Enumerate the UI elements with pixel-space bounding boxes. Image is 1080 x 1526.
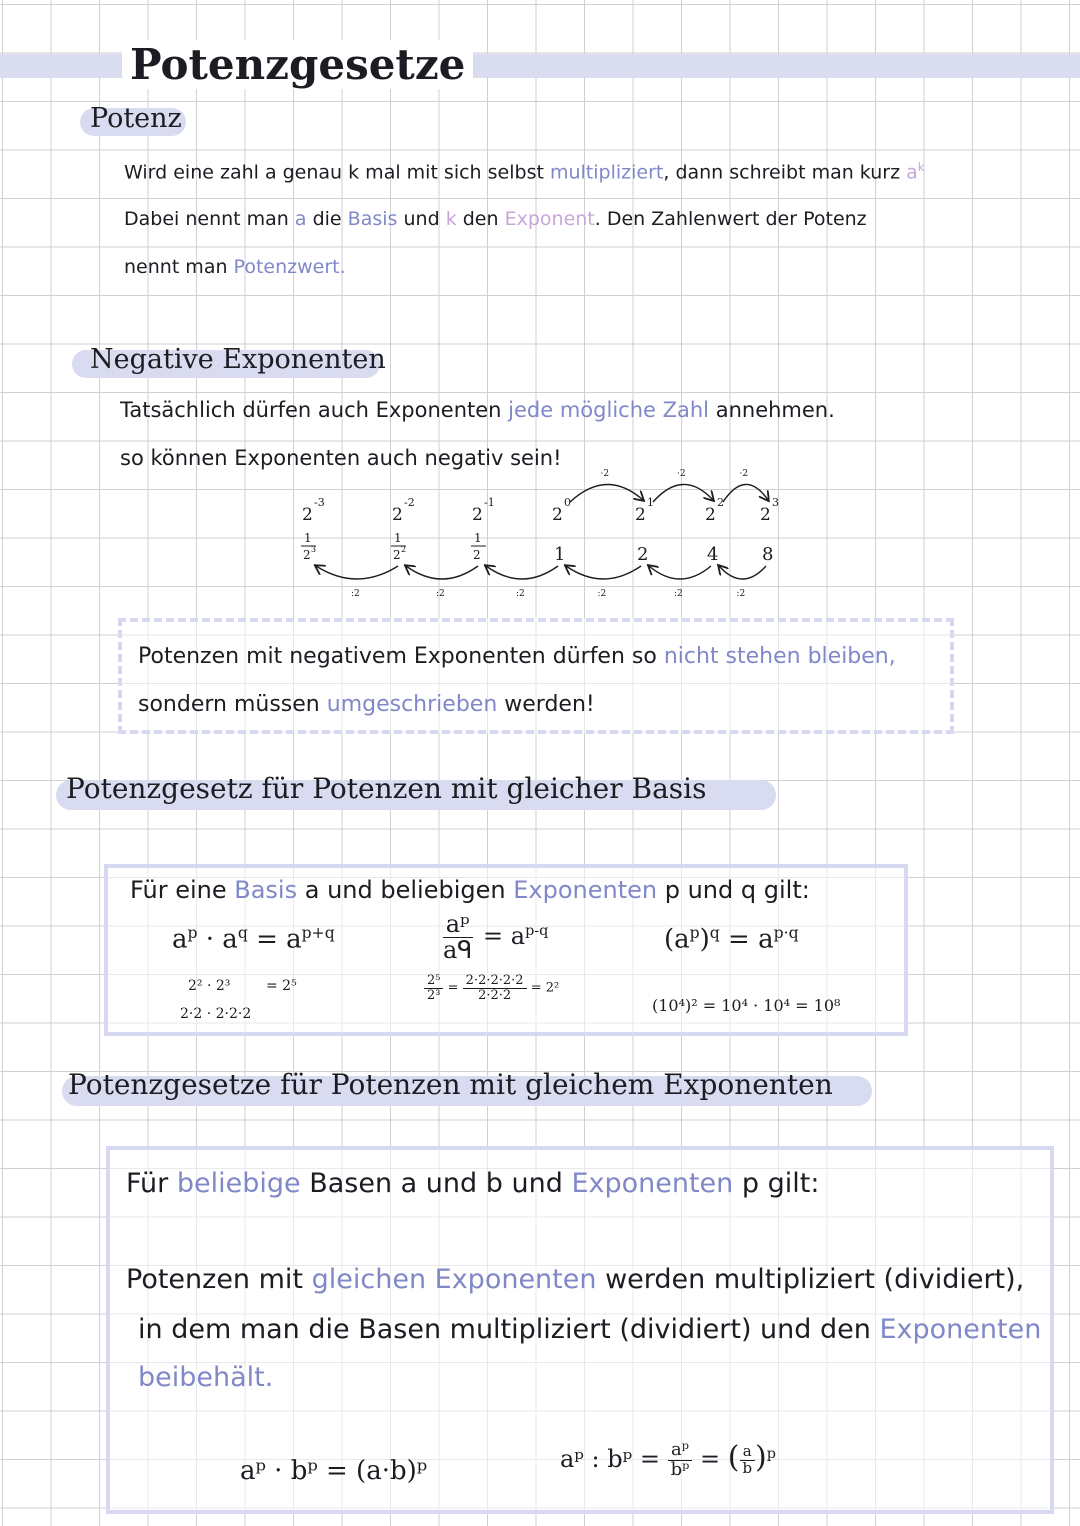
potenz-line-2-a: Dabei nennt man [124,208,289,230]
basis-intro-a: Für eine [130,876,227,904]
potenz-line-1-d: a [906,161,918,184]
exponent-heading: Potenzgesetze für Potenzen mit gleichem Exponenten [68,1068,833,1101]
power-value-den: 2 [303,548,311,562]
power-value-den: 2 [473,548,481,562]
divide-arc [649,566,711,579]
power-value: 8 [762,544,774,565]
exponent-intro-b: beliebige [176,1168,301,1199]
law-quotient [440,912,548,963]
diagram-values [301,531,773,565]
law-power-example: (10⁴)² = 10⁴ · 10⁴ = 10⁸ [652,996,841,1015]
potenz-line-1-c: , dann schreibt man kurz [663,161,901,184]
law-quotient-ex-eq1: = [447,980,459,996]
potenz-line-1-b: multipliziert [549,161,664,184]
law-product-b: a [222,924,238,955]
negative-line-2: so können Exponenten auch negativ sein! [120,446,562,470]
power-label-exp: -1 [484,496,495,509]
potenz-line-2-d: Basis [347,208,398,230]
power-label-base: 2 [302,505,313,525]
power-label-base: 2 [760,505,771,525]
formula-quotient-frac [668,1441,693,1480]
potenz-line-2-h: Exponent [504,208,595,230]
potenz-line-1 [124,160,924,183]
law-quotient-ex-den: 2³ [427,987,441,1003]
diagram-top-labels [302,496,779,525]
negative-note-d: umgeschrieben [326,692,498,717]
power-label-base: 2 [552,505,563,525]
law-quotient-res: a [510,922,526,951]
potenz-line-2-c: die [312,208,342,230]
exponent-rule-d: in dem man die Basen multipliziert (dividiert) und den [138,1314,871,1345]
law-quotient-example [424,974,559,1002]
law-power-eq: = [728,924,750,955]
divide-label: :2 [736,589,746,599]
exponent-intro-e: p gilt: [741,1168,820,1199]
law-product-c: a [286,924,302,955]
negative-note-a: Potenzen mit negativem Exponenten dürfen so [138,644,657,669]
law-quotient-eq: = [483,922,504,951]
power-value-den-exp: 3 [311,545,317,554]
law-power-res: a [758,924,774,955]
law-power-exp: p·q [773,924,799,942]
exponent-rule-line-3: beibehält. [138,1362,274,1393]
basis-intro-e: p und q gilt: [664,876,810,904]
potenz-line-3-a: nennt man [124,256,228,278]
divide-arc [719,566,766,579]
exponent-intro-d: Exponenten [571,1168,734,1199]
power-value: 2 [637,544,649,565]
formula-quotient [560,1440,776,1480]
law-quotient-ex-den2: 2·2·2 [478,987,512,1003]
potenz-line-2-b: a [294,208,307,230]
multiply-arc [723,484,768,502]
exponent-diagram [260,462,820,602]
power-label-exp: 0 [564,496,571,509]
formula-quotient-lparen: ( [727,1440,740,1475]
power-value-num: 1 [394,531,402,545]
formula-quotient-c-num: a [740,1444,755,1461]
law-product-example-c: 2·2 · 2·2·2 [180,1006,252,1022]
law-product [172,924,335,955]
multiply-arc [570,484,643,502]
divide-label: :2 [351,589,360,599]
exponent-rule-c: werden multipliziert (dividiert), [605,1264,1025,1295]
exponent-intro-a: Für [126,1168,169,1199]
negative-note-line-2 [138,692,595,717]
exponent-rule-b: gleichen Exponenten [311,1264,597,1295]
power-label-base: 2 [392,505,403,525]
power-label-base: 2 [472,505,483,525]
divide-label: :2 [674,589,683,599]
exponent-intro-c: Basen a und b und [309,1168,563,1199]
basis-intro-b: Basis [234,876,298,904]
negative-line-1-c: annehmen. [715,398,835,422]
potenz-line-2-e: und [403,208,440,230]
formula-quotient-b: = [699,1445,721,1473]
power-label-exp: 1 [647,496,654,509]
multiply-label: ·2 [677,469,686,479]
power-label-exp: -3 [314,496,325,509]
potenz-line-3 [124,256,346,278]
divide-arc [406,566,478,579]
divide-arc [316,566,398,579]
law-product-q: q [237,924,248,942]
multiply-label: ·2 [739,469,749,479]
formula-product: aᵖ · bᵖ = (a·b)ᵖ [240,1456,428,1486]
potenz-line-2-g: den [462,208,499,230]
law-quotient-frac [440,912,475,963]
formula-quotient-c-den: b [742,1459,753,1477]
law-product-p: p [187,924,198,942]
power-label-base: 2 [635,505,646,525]
law-quotient-ex-eq2: = 2² [530,980,560,996]
law-power-close: ) [699,924,710,955]
formula-quotient-den: bᵖ [670,1459,690,1480]
law-power [664,924,799,955]
negative-heading: Negative Exponenten [90,344,386,375]
divide-arc [566,566,641,579]
law-product-example-a: 2² · 2³ [188,978,231,994]
basis-intro [130,876,810,904]
law-quotient-ex-frac1 [424,974,443,1002]
power-value: 4 [707,544,719,565]
power-label-exp: 3 [772,496,779,509]
power-value: 1 [554,544,566,565]
power-value-den: 2 [393,548,401,562]
formula-quotient-num: aᵖ [668,1441,692,1461]
divide-label: :2 [516,589,525,599]
potenz-line-1-e: k [917,160,925,174]
formula-quotient-a: aᵖ : bᵖ = [560,1445,660,1473]
formula-quotient-frac2 [739,1444,755,1477]
negative-note-e: werden! [504,692,595,717]
law-power-open: (a [664,924,690,955]
negative-note-line-1 [138,644,896,669]
potenz-line-3-b: Potenzwert. [233,256,346,278]
law-product-a: a [172,924,188,955]
power-value-den-exp: 2 [401,545,407,554]
exponent-intro [126,1168,819,1199]
multiply-label: ·2 [600,469,610,479]
law-quotient-ex-num2: 2·2·2·2·2 [463,974,527,989]
divide-label: :2 [436,589,445,599]
law-product-pq: p+q [301,924,335,942]
divide-arc [486,566,558,579]
law-product-eq: = [256,924,278,955]
law-quotient-ex-num: 2⁵ [424,974,443,989]
exponent-rule-line-1 [126,1264,1024,1295]
multiply-arc [653,484,713,502]
negative-line-1 [120,398,835,422]
law-quotient-exp: p-q [525,923,549,940]
formula-quotient-rparen: ) [755,1440,767,1475]
negative-line-1-a: Tatsächlich dürfen auch Exponenten [120,398,502,422]
power-label-exp: 2 [717,496,724,509]
law-quotient-num: aᵖ [443,912,473,938]
formula-quotient-c-exp: p [766,1446,776,1462]
divide-label: :2 [597,589,607,599]
power-label-base: 2 [705,505,716,525]
negative-note-b: nicht stehen bleiben, [663,644,896,669]
law-power-q: q [709,924,720,942]
power-value-num: 1 [304,531,312,545]
potenz-heading: Potenz [90,103,182,134]
basis-intro-c: a und beliebigen [304,876,506,904]
basis-intro-d: Exponenten [513,876,658,904]
power-label-exp: -2 [404,496,415,509]
law-quotient-ex-frac2 [463,974,527,1002]
potenz-line-2-f: k [445,208,457,230]
diagram-arcs [316,469,768,599]
power-value-num: 1 [474,531,482,545]
law-power-p: p [689,924,700,942]
law-product-dot: · [205,924,215,955]
potenz-line-2-i: . Den Zahlenwert der Potenz [594,208,867,230]
negative-line-1-b: jede mögliche Zahl [508,398,710,422]
exponent-rule-line-2 [138,1314,1041,1345]
exponent-rule-a: Potenzen mit [126,1264,304,1295]
law-product-example-b: = 2⁵ [266,978,297,994]
page-title: Potenzgesetze [122,40,473,89]
exponent-rule-e: Exponenten [879,1314,1042,1345]
negative-note-c: sondern müssen [138,692,320,717]
potenz-line-1-a: Wird eine zahl a genau k mal mit sich selbst [124,161,544,184]
law-quotient-den: aᑫ [443,936,473,965]
basis-heading: Potenzgesetz für Potenzen mit gleicher Basis [66,772,707,805]
potenz-line-2 [124,208,867,230]
